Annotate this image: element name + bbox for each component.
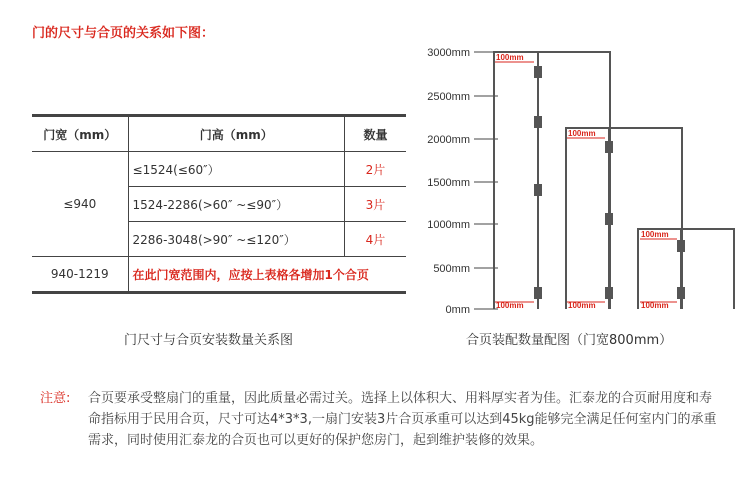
offset-label: 100mm bbox=[496, 53, 524, 62]
hinge bbox=[677, 240, 685, 252]
offset-label: 100mm bbox=[641, 230, 669, 239]
door-height-cell: ≤1524(≤60″） bbox=[128, 152, 344, 187]
y-tick-label: 3000mm bbox=[427, 47, 470, 59]
header-door-width: 门宽（mm） bbox=[32, 116, 128, 152]
hinge bbox=[605, 213, 613, 225]
door-frame-short bbox=[638, 229, 734, 309]
page-title: 门的尺寸与合页的关系如下图： bbox=[32, 26, 215, 41]
y-tick-label: 0mm bbox=[445, 304, 470, 315]
door-height-cell: 1524-2286(>60″ ~≤90″） bbox=[128, 187, 344, 222]
table-header-row bbox=[32, 116, 406, 152]
hinge-placement-diagram bbox=[418, 40, 748, 315]
hinge-count-cell: 4片 bbox=[345, 222, 407, 257]
door-width-wide: 940-1219 bbox=[32, 257, 128, 293]
hinge bbox=[605, 287, 613, 299]
table-row bbox=[32, 257, 406, 293]
y-tick-label: 500mm bbox=[433, 263, 470, 275]
wide-door-note: 在此门宽范围内，应按上表格各增加1个合页 bbox=[128, 257, 406, 293]
hinge bbox=[534, 287, 542, 299]
hinge bbox=[605, 141, 613, 153]
note-section bbox=[40, 388, 720, 448]
door-frame-tall bbox=[494, 52, 610, 309]
diagram-caption: 合页装配数量配图（门宽800mm） bbox=[466, 333, 673, 348]
y-tick-label: 2500mm bbox=[427, 91, 470, 103]
offset-label: 100mm bbox=[568, 301, 596, 310]
y-tick-label: 2000mm bbox=[427, 134, 470, 146]
table-caption: 门尺寸与合页安装数量关系图 bbox=[124, 333, 294, 348]
offset-label: 100mm bbox=[641, 301, 669, 310]
hinge bbox=[534, 184, 542, 196]
hinge bbox=[534, 66, 542, 78]
y-tick-label: 1500mm bbox=[427, 177, 470, 189]
hinge-count-cell: 2片 bbox=[345, 152, 407, 187]
note-label: 注意: bbox=[40, 391, 71, 406]
header-count: 数量 bbox=[345, 116, 407, 152]
hinge bbox=[677, 287, 685, 299]
note-text: 合页要承受整扇门的重量，因此质量必需过关。选择上以体积大、用料厚实者为佳。汇泰龙的合页耐用度和寿命指标用于民用合页，尺寸可达4*3*3,一扇门安装3片合页承重可以达到45kg能够完全满足任何室内门的承重需求，同时使用汇泰龙的合页也可以更好的保护您房门，起到维护装修的效果。 bbox=[88, 391, 717, 448]
y-tick-label: 1000mm bbox=[427, 219, 470, 231]
hinge-count-cell: 3片 bbox=[345, 187, 407, 222]
hinge bbox=[534, 116, 542, 128]
offset-label: 100mm bbox=[496, 301, 524, 310]
door-width-group: ≤940 bbox=[32, 152, 128, 257]
table-row bbox=[32, 152, 406, 187]
hinge-quantity-table bbox=[32, 114, 406, 294]
header-door-height: 门高（mm） bbox=[128, 116, 344, 152]
door-height-cell: 2286-3048(>90″ ~≤120″） bbox=[128, 222, 344, 257]
offset-label: 100mm bbox=[568, 129, 596, 138]
door-frame-medium bbox=[566, 128, 682, 309]
